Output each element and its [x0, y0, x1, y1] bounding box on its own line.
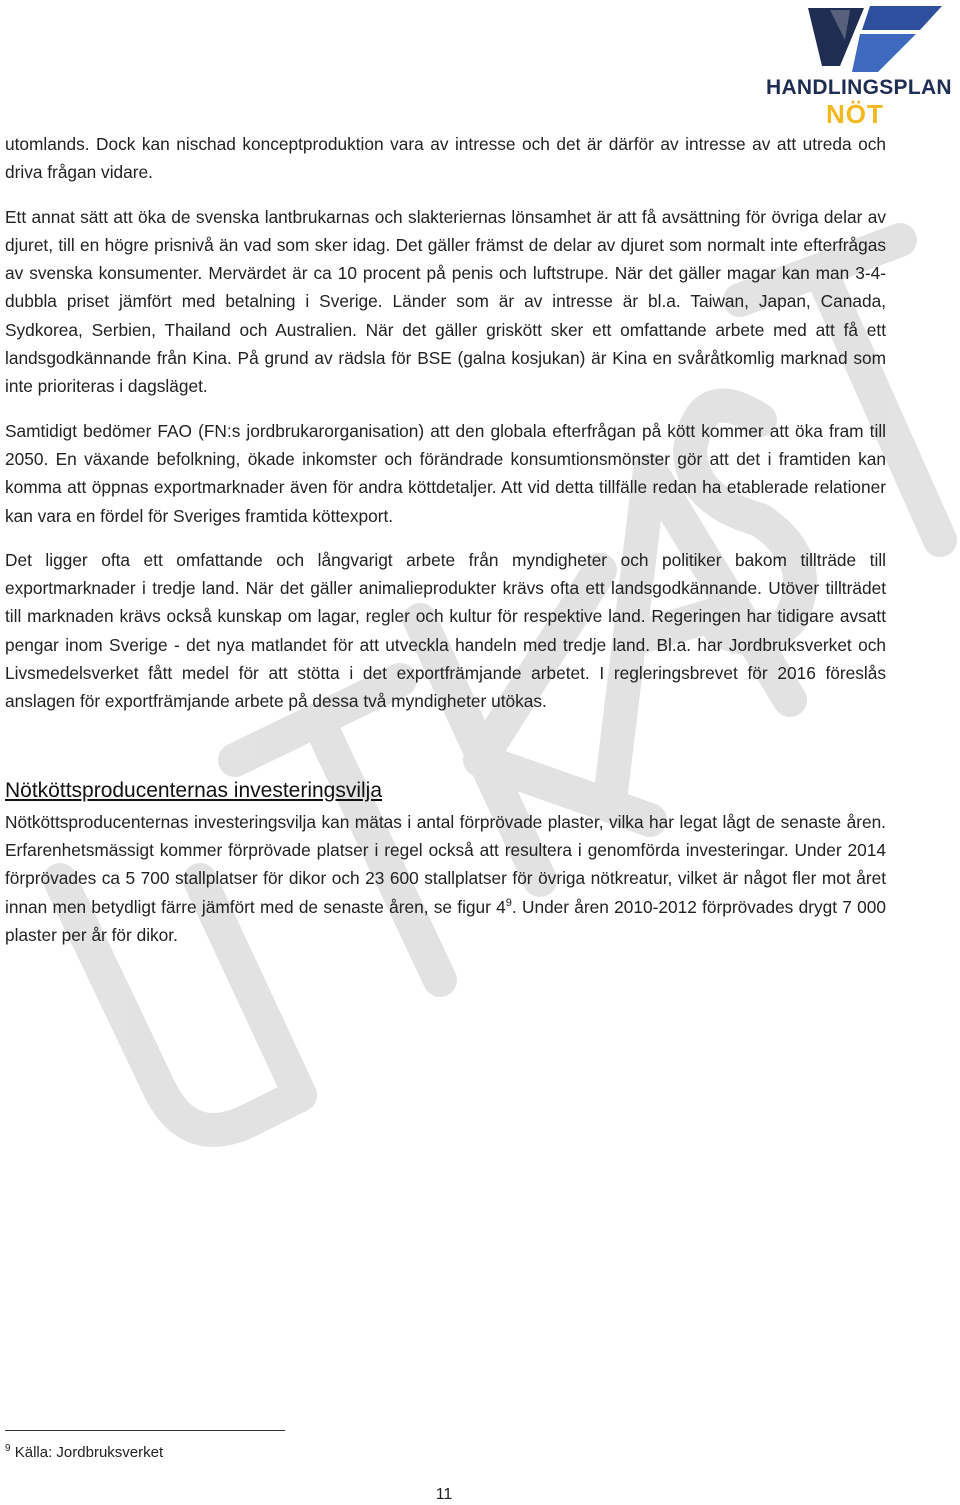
paragraph-1: utomlands. Dock kan nischad konceptproduktion vara av intresse och det är därför av intresse av att utreda och driva frågan vidare.	[5, 134, 886, 183]
checkmark-logo-icon	[760, 0, 960, 80]
page-number: 11	[435, 1486, 453, 1503]
logo-line1: HANDLINGSPLAN	[766, 76, 952, 99]
section-paragraph	[5, 808, 886, 949]
footnote-text: Källa: Jordbruksverket	[14, 1444, 164, 1461]
footnote-divider	[5, 1430, 285, 1431]
footnote	[5, 1444, 163, 1461]
section-heading: Nötköttsproducenternas investeringsvilja	[5, 778, 383, 802]
section-body-part1: Nötköttsproducenternas investeringsvilja kan mätas i antal förprövade plaster, vilka har legat lågt de senaste åren. Erfarenhetsmässigt kommer förprövade platser i regel också att resultera i genomförda investeringar. Under 2014 förprövades ca 5 700 stallplatser för dikor och 23 600 stallplatser för övriga nötkreatur, vilket är något fler mot året innan men betydligt färre jämfört med de senaste åren, se figur 4	[5, 811, 886, 917]
paragraph-4: Det ligger ofta ett omfattande och långvarigt arbete från myndigheter och politiker bakom tillträde till exportmarknader i tredje land. När det gäller animalieprodukter krävs ofta ett landsgodkännande. Utöver tillträdet till marknaden krävs också kunskap om lagar, regler och kultur för respektive land. Regeringen har tidigare avsatt pengar inom Sverige - det nya matlandet för att utveckla handeln med tredje land. Bl.a. har Jordbruksverket och Livsmedelsverket fått medel för att stötta i det exportfrämjande arbetet. I regleringsbrevet för 2016 föreslås anslagen för exportfrämjande arbete på dessa två myndigheter utökas.	[5, 549, 886, 712]
paragraph-3: Samtidigt bedömer FAO (FN:s jordbrukarorganisation) att den globala efterfrågan på kött kommer att öka fram till 2050. En växande befolkning, ökade inkomster och förändrade konsumtionsmönster gör att det i framtiden kan komma att öppnas exportmarknader även för andra köttdetaljer. Att vid detta tillfälle redan ha etablerade relationer kan vara en fördel för Sveriges framtida köttexport.	[5, 420, 886, 526]
footnote-reference[interactable]: 9	[505, 896, 512, 909]
paragraph-2: Ett annat sätt att öka de svenska lantbrukarnas och slakteriernas lönsamhet är att få avsättning för övriga delar av djuret, till en högre prisnivå än vad som sker idag. Det gäller främst de delar av djuret som normalt inte efterfrågas av svenska konsumenter. Mervärdet är ca 10 procent på penis och luftstrupe. När det gäller magar kan man 3-4-dubbla priset jämfört med betalning i Sverige. Länder som är av intresse är bl.a. Taiwan, Japan, Canada, Sydkorea, Serbien, Thailand och Australien. När det gäller griskött sker ett omfattande arbete med att få ett landsgodkännande från Kina. På grund av rädsla för BSE (galna kosjukan) är Kina en svåråtkomlig marknad som inte prioriteras i dagsläget.	[5, 206, 886, 397]
logo-line2: NÖT	[826, 99, 884, 129]
footnote-number: 9	[5, 1443, 11, 1454]
document-body	[5, 130, 886, 965]
handlingsplan-not-logo	[760, 0, 960, 128]
section-body-part2: . Under åren 2010-2012 förprövades drygt 7 000 plaster per år för dikor.	[5, 896, 886, 945]
